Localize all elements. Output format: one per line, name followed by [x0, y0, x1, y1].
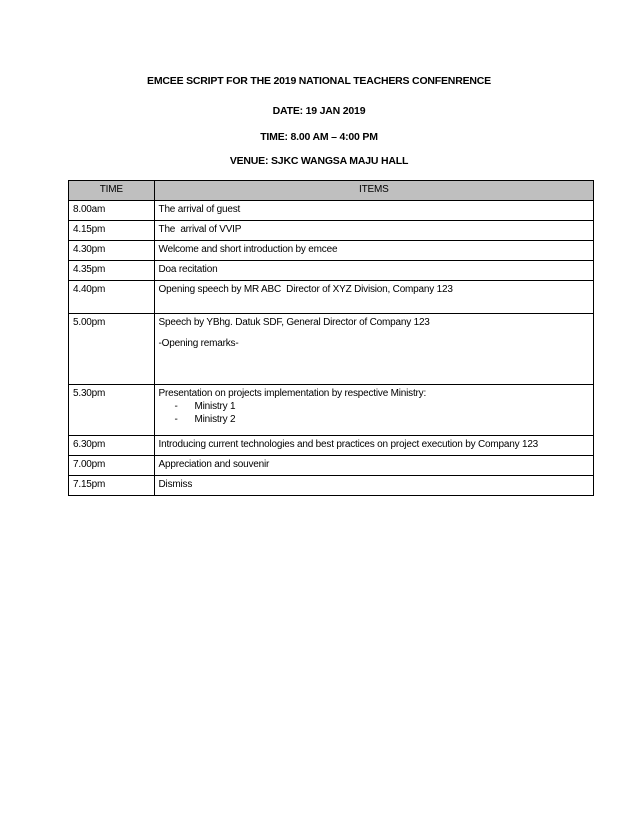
list-item-label: Ministry 2 — [194, 414, 236, 425]
row-item: Welcome and short introduction by emcee — [154, 241, 593, 261]
row-time: 8.00am — [69, 201, 155, 221]
row-time: 6.30pm — [69, 436, 155, 456]
row-item: Appreciation and souvenir — [154, 456, 593, 476]
row-time: 4.15pm — [69, 221, 155, 241]
row-item: The arrival of VVIP — [154, 221, 593, 241]
header-items: ITEMS — [154, 181, 593, 201]
table-row — [69, 221, 594, 241]
list-item-label: Ministry 1 — [194, 401, 236, 412]
row-time: 7.15pm — [69, 476, 155, 496]
table-row — [69, 385, 594, 436]
event-venue: VENUE: SJKC WANGSA MAJU HALL — [229, 155, 409, 167]
table-header-row — [69, 181, 594, 201]
header-time: TIME — [69, 181, 155, 201]
row-time: 4.40pm — [69, 281, 155, 314]
row-item: Introducing current technologies and best practices on project execution by Company 123 — [154, 436, 593, 456]
row-item-note: -Opening remarks- — [158, 338, 239, 349]
ministry-list — [159, 400, 589, 426]
row-item-text: Speech by YBhg. Datuk SDF, General Director of Company 123 — [158, 317, 430, 328]
event-time: TIME: 8.00 AM – 4:00 PM — [260, 131, 378, 143]
schedule-table — [68, 180, 594, 496]
table-row — [69, 314, 594, 385]
list-item — [175, 413, 589, 426]
document-title: EMCEE SCRIPT FOR THE 2019 NATIONAL TEACHERS CONFENRENCE — [147, 75, 491, 87]
table-row — [69, 261, 594, 281]
row-time: 5.00pm — [69, 314, 155, 385]
table-row — [69, 201, 594, 221]
row-item: The arrival of guest — [154, 201, 593, 221]
row-time: 5.30pm — [69, 385, 155, 436]
dash-bullet: - — [174, 401, 178, 412]
table-row — [69, 281, 594, 314]
row-item-text: Presentation on projects implementation by respective Ministry: — [158, 388, 427, 399]
dash-bullet: - — [174, 414, 178, 425]
row-item: Opening speech by MR ABC Director of XYZ Division, Company 123 — [154, 281, 593, 314]
table-row — [69, 241, 594, 261]
row-item — [154, 314, 593, 385]
event-date: DATE: 19 JAN 2019 — [272, 105, 366, 117]
table-row — [69, 436, 594, 456]
row-time: 4.35pm — [69, 261, 155, 281]
table-row — [69, 476, 594, 496]
row-time: 7.00pm — [69, 456, 155, 476]
row-item: Dismiss — [154, 476, 593, 496]
list-item — [175, 400, 589, 413]
table-row — [69, 456, 594, 476]
row-item: Doa recitation — [154, 261, 593, 281]
row-time: 4.30pm — [69, 241, 155, 261]
row-item — [154, 385, 593, 436]
